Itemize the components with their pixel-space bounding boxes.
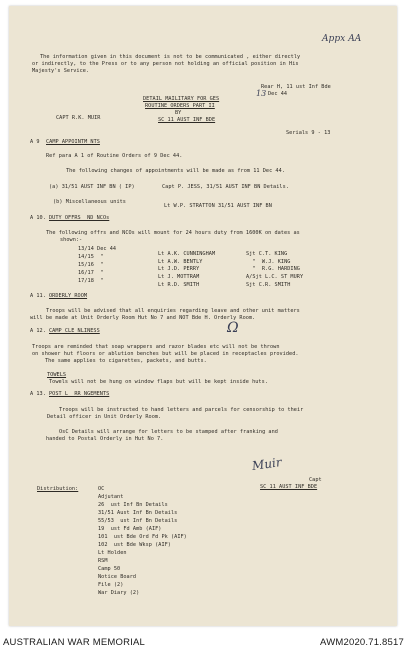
list-item: Adjutant: [98, 494, 124, 500]
list-item: 19 ust Fd Amb (AIF): [98, 526, 162, 532]
duty-row-offr: Lt A.K. CUNNINGHAM: [158, 251, 216, 257]
section-10-heading: DUTY OFFRS ND NCOs: [49, 215, 110, 221]
section-10-text-2: shown:-: [60, 237, 83, 243]
footer-institution: AUSTRALIAN WAR MEMORIAL: [3, 637, 146, 648]
duty-row-date: 14/15 ": [78, 254, 104, 260]
section-11-heading: ORDERLY ROOM: [49, 293, 88, 299]
section-12-text-2: on shower hut floors or ablution benches but will be placed in receptacles provided.: [32, 351, 299, 357]
section-12-heading: CAMP CLE NLINESS: [49, 328, 100, 334]
list-item: Notice Board: [98, 574, 137, 580]
list-item: 31/51 Aust Inf Bn Details: [98, 510, 178, 516]
duty-row-offr: Lt J. MOTTRAM: [158, 274, 200, 280]
section-13-text-2: Detail officer in Unit Orderly Room.: [47, 414, 162, 420]
address-line: Rear H, 11 ust Inf Bde: [261, 84, 331, 90]
section-13-text-1: Troops will be instructed to hand letters and parcels for censorship to their: [59, 407, 304, 413]
serials: Serials 9 - 13: [286, 130, 331, 136]
duty-row-nco: Sjt C.T. KING: [246, 251, 288, 257]
section-9-heading: CAMP APPOINTM NTS: [46, 139, 100, 145]
section-10-number: A 10.: [30, 215, 46, 221]
section-12-text-3: The same applies to cigarettes, packets, and butts.: [45, 358, 207, 364]
intro-line-3: Majesty's Service.: [32, 68, 90, 74]
duty-row-date: 16/17 ": [78, 270, 104, 276]
handwritten-annotation: Appx AA: [322, 34, 362, 44]
intro-line-1: The information given in this document is not to be communicated , either directly: [40, 54, 301, 60]
list-item: 26 ust Inf Bn Details: [98, 502, 168, 508]
footer-accession-number: AWM2020.71.8517: [320, 637, 404, 648]
intro-line-2: or indirectly, to the Press or to any person not holding an official position in His: [32, 61, 299, 67]
duty-row-nco: A/Sjt L.C. ST MURY: [246, 274, 304, 280]
section-12-text-1: Troops are reminded that soap wrappers and razor blades etc will not be thrown: [32, 344, 280, 350]
section-12-number: A 12.: [30, 328, 46, 334]
duty-row-nco: " W.J. KING: [246, 259, 291, 265]
date-handwritten: 13: [256, 89, 267, 98]
section-11-text-1: Troops will be advised that all enquiries regarding leave and other unit matters: [46, 308, 300, 314]
duty-row-nco: " R.G. HARDING: [246, 266, 300, 272]
section-9-a-label: (a) 31/51 AUST INF BN ( IP): [49, 184, 135, 190]
duty-row-offr: Lt R.D. SMITH: [158, 282, 200, 288]
duty-row-offr: Lt J.D. PERRY: [158, 266, 200, 272]
date-text: Dec 44: [268, 91, 288, 97]
title-line-2: ROUTINE ORDERS PART II: [145, 103, 215, 109]
duty-row-date: 13/14 Dec 44: [78, 246, 117, 252]
section-12-subheading: TOWELS: [47, 372, 67, 378]
duty-row-nco: Sjt C.R. SMITH: [246, 282, 291, 288]
author-unit: SC 11 AUST INF BDE: [158, 117, 216, 123]
title-line-3: BY: [175, 110, 182, 116]
duty-row-offr: Lt A.W. BENTLY: [158, 259, 203, 265]
section-9-changes: The following changes of appointments will be made as from 11 Dec 44.: [66, 168, 285, 174]
list-item: Lt Holden: [98, 550, 127, 556]
section-13-text-3: OsC Details will arrange for letters to be stamped after franking and: [59, 429, 278, 435]
distribution-label: Distribution:: [37, 486, 79, 492]
list-item: File (2): [98, 582, 124, 588]
author-name: CAPT R.K. MUIR: [56, 115, 101, 121]
section-13-text-4: handed to Postal Orderly in Hut No 7.: [46, 436, 164, 442]
section-9-a-text: Capt P. JESS, 31/51 AUST INF BN Details.: [162, 184, 289, 190]
signature-rank: Capt: [309, 477, 322, 483]
list-item: OC: [98, 486, 105, 492]
section-11-number: A 11.: [30, 293, 46, 299]
section-9-b-text: Lt W.P. STRATTON 31/51 AUST INF BN: [164, 203, 272, 209]
section-9-ref: Ref para A 1 of Routine Orders of 9 Dec 44.: [46, 153, 183, 159]
duty-row-date: 17/18 ": [78, 278, 104, 284]
title-line-1: DETAIL MAILITARY FOR GES: [143, 96, 220, 102]
section-9-b-label: (b) Miscellaneous units: [53, 199, 126, 205]
duty-row-date: 15/16 ": [78, 262, 104, 268]
section-11-text-2: will be made at Unit Orderly Room Hut No 7 and NOT Bde H. Orderly Room.: [30, 315, 256, 321]
section-13-number: A 13.: [30, 391, 46, 397]
list-item: War Diary (2): [98, 590, 140, 596]
list-item: RSM: [98, 558, 108, 564]
section-12-towels: Towels will not be hung on window flaps but will be kept inside huts.: [49, 379, 268, 385]
section-10-text-1: The following offrs and NCOs will mount for 24 hours duty from 1600K on dates as: [46, 230, 300, 236]
list-item: 101 ust Bde Ord Fd Pk (AIF): [98, 534, 187, 540]
footer-bar: [0, 634, 408, 653]
section-9-number: A 9: [30, 139, 40, 145]
signature: Muir: [251, 454, 283, 474]
list-item: 102 ust Bde Wksp (AIF): [98, 542, 171, 548]
list-item: Camp 50: [98, 566, 121, 572]
handwritten-mark-icon: Ω: [227, 320, 239, 336]
signature-unit: SC 11 AUST INF BDE: [260, 484, 318, 490]
list-item: 55/53 ust Inf Bn Details: [98, 518, 178, 524]
section-13-heading: POST L RR NGEMENTS: [49, 391, 110, 397]
